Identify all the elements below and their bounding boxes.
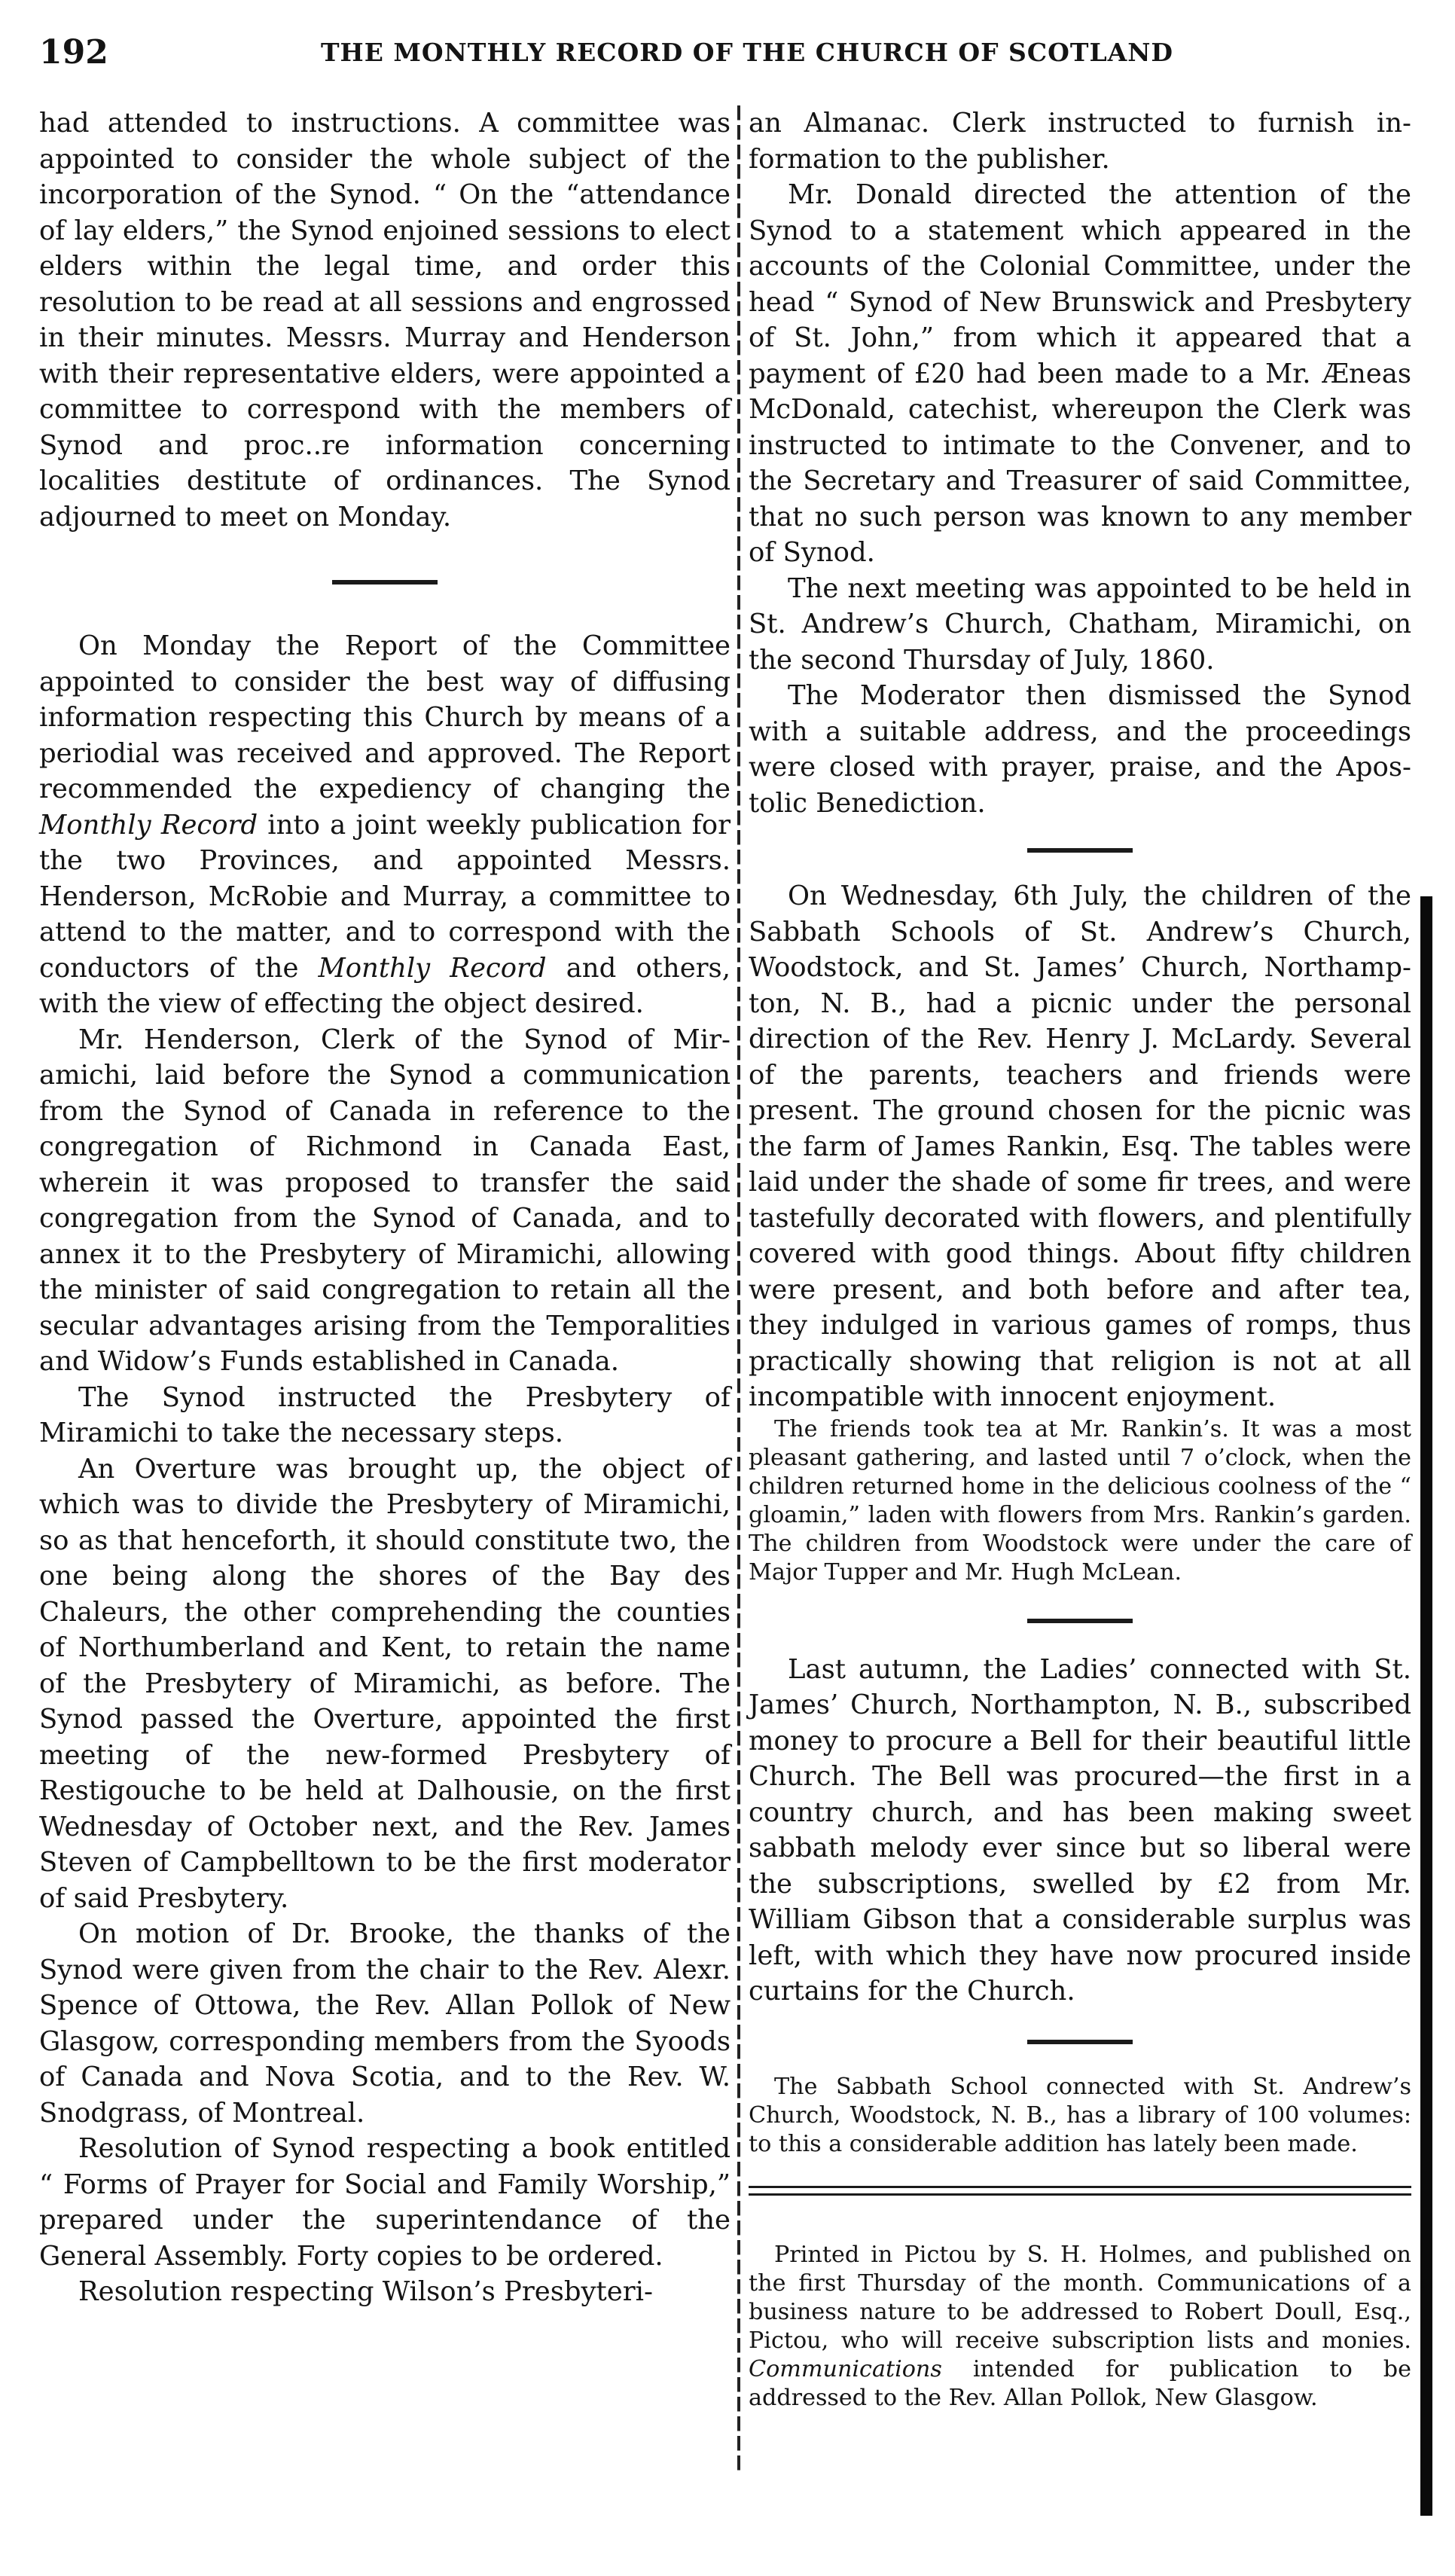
- paragraph-presbytery-instructed: The Synod instructed the Presbytery of Miramichi to take the necessary steps.: [39, 1381, 731, 1448]
- paragraph-henderson-communication: Mr. Henderson, Clerk of the Synod of Miramichi, laid before the Synod a communication from the Synod of Canada in reference to the congregation of Richmond in Canada East, wherein it was proposed to transfer the said congregation from the Synod of Canada, and to annex it to the Presbytery of Miramichi, allowing the minister of said congregation to retain all the secular advantages arising from the Temporalities and Widow’s Funds established in Canada.: [39, 1024, 731, 1377]
- paragraph-thanks: On motion of Dr. Brooke, the thanks of the Synod were given from the chair to the Rev. Alexr. Spence of Ottowa, the Rev. Allan Pollok of New Glasgow, corresponding members from the Syoods of Canada and Nova Scotia, and to the Rev. W. Snodgrass, of Montreal.: [39, 1918, 731, 2129]
- report-text-start: On Monday the Report of the Committee appointed to consider the best way of diffusing information respecting this Church by means of a periodial was received and approved. The Report recommended the expediency of changing the: [39, 630, 731, 804]
- periodical-title: Monthly Record: [318, 952, 547, 984]
- paragraph-almanac-end: an Almanac. Clerk instructed to furnish information to the publisher.: [749, 108, 1411, 175]
- left-column: [39, 105, 731, 2546]
- paragraph-bell: Last autumn, the Ladies’ connected with St. James’ Church, Northampton, N. B., subscribed money to procure a Bell for their beautiful little Church. The Bell was procured—the first in a country church, and has been making sweet sabbath melody ever since but so liberal were the subscriptions, swelled by £2 from Mr. William Gibson that a considerable surplus was left, with which they have now procured inside curtains for the Church.: [749, 1653, 1411, 2007]
- paragraph-monday-report: [39, 628, 731, 1022]
- paragraph-moderator: The Moderator then dismissed the Synod with a suitable address, and the proceedings were closed with prayer, praise, and the Apostolic Benediction.: [749, 680, 1411, 819]
- imprint: [749, 2241, 1411, 2413]
- periodical-title: Monthly Record: [39, 809, 258, 841]
- column-rule: [737, 105, 740, 2471]
- paragraph-committee-appointed: had attended to instructions. A committee was appointed to consider the whole subject of the incorporation of the Synod. “ On the “attendance of lay elders,” the Synod enjoined sessions to elect elders within the legal time, and order this resolution to be read at all sessions and engrossed in their minutes. Messrs. Murray and Henderson with their representative elders, were appointed a committee to correspond with the members of Synod and proc..re information concerning localities destitute of ordinances. The Synod adjourned to meet on Monday.: [39, 108, 731, 533]
- paragraph-picnic: On Wednesday, 6th July, the children of the Sabbath Schools of St. Andrew’s Church, Woodstock, and St. James’ Church, Northampton, N. B., had a picnic under the personal direction of the Rev. Henry J. McLardy. Several of the parents, teachers and friends were present. The ground chosen for the picnic was the farm of James Rankin, Esq. The tables were laid under the shade of some fir trees, and were tastefully decorated with flowers, and plentifully covered with good things. About fifty children were present, and both before and after tea, they indulged in various games of romps, thus practically showing that religion is not at all incompatible with innocent enjoyment.: [749, 881, 1411, 1412]
- binding-shadow: [1420, 896, 1432, 2516]
- double-rule: [749, 2186, 1411, 2196]
- report-text-middle: into a joint weekly publication for the two Provinces, and appointed Messrs. Henderson, McRobie and Murray, a committee to attend to the matter, and to correspond with the conductors of the: [39, 809, 731, 984]
- paragraph-library: The Sabbath School connected with St. Andrew’s Church, Woodstock, N. B., has a library of 100 volumes: to this a considerable addition has lately been made.: [749, 2073, 1411, 2157]
- running-head: [39, 30, 1425, 75]
- journal-title: THE MONTHLY RECORD OF THE CHURCH OF SCOTLAND: [320, 38, 1174, 67]
- paragraph-overture: An Overture was brought up, the object of which was to divide the Presbytery of Miramichi, so as that henceforth, it should constitute two, the one being along the shores of the Bay des Chaleurs, the other comprehending the counties of Northumberland and Kent, to retain the name of the Presbytery of Miramichi, as before. The Synod passed the Overture, appointed the first meeting of the new-formed Presbytery of Restigouche to be held at Dalhousie, on the first Wednesday of October next, and the Rev. James Steven of Campbelltown to be the first moderator of said Presbytery.: [39, 1453, 731, 1914]
- imprint-text-start: Printed in Pictou by S. H. Holmes, and published on the first Thursday of the month. Communications of a business nature to be addressed to Robert Doull, Esq., Pictou, who will receive subscription lists and monies.: [749, 2241, 1411, 2354]
- report-text-end: and others, with the view of effecting the object desired.: [39, 952, 731, 1019]
- paragraph-mr-donald: Mr. Donald directed the attention of the Synod to a statement which appeared in the accounts of the Colonial Committee, under the head “ Synod of New Brunswick and Presbytery of St. John,” from which it appeared that a payment of £20 had been made to a Mr. Æneas McDonald, catechist, whereupon the Clerk was instructed to intimate to the Convener, and to the Secretary and Treasurer of said Committee, that no such person was known to any member of Synod.: [749, 179, 1411, 568]
- paragraph-almanac-start: Resolution respecting Wilson’s Presbyteri-: [78, 2276, 653, 2307]
- imprint-emphasis: Communications: [749, 2355, 942, 2382]
- paragraph-next-meeting: The next meeting was appointed to be held in St. Andrew’s Church, Chatham, Miramichi, on the second Thursday of July, 1860.: [749, 572, 1411, 676]
- page-number: 192: [39, 33, 108, 72]
- paragraph-tea: The friends took tea at Mr. Rankin’s. It was a most pleasant gathering, and lasted until 7 o’clock, when the children returned home in the delicious coolness of the “ gloamin,” laden with flowers from Mrs. Rankin’s garden. The children from Woodstock were under the care of Major Tupper and Mr. Hugh McLean.: [749, 1415, 1411, 1586]
- right-column: [749, 105, 1411, 2546]
- paragraph-forms-of-prayer: Resolution of Synod respecting a book entitled “ Forms of Prayer for Social and Family Worship,” prepared under the superintendance of the General Assembly. Forty copies to be ordered.: [39, 2133, 731, 2272]
- imprint-text-end: intended for publication to be addressed to the Rev. Allan Pollok, New Glasgow.: [749, 2355, 1411, 2411]
